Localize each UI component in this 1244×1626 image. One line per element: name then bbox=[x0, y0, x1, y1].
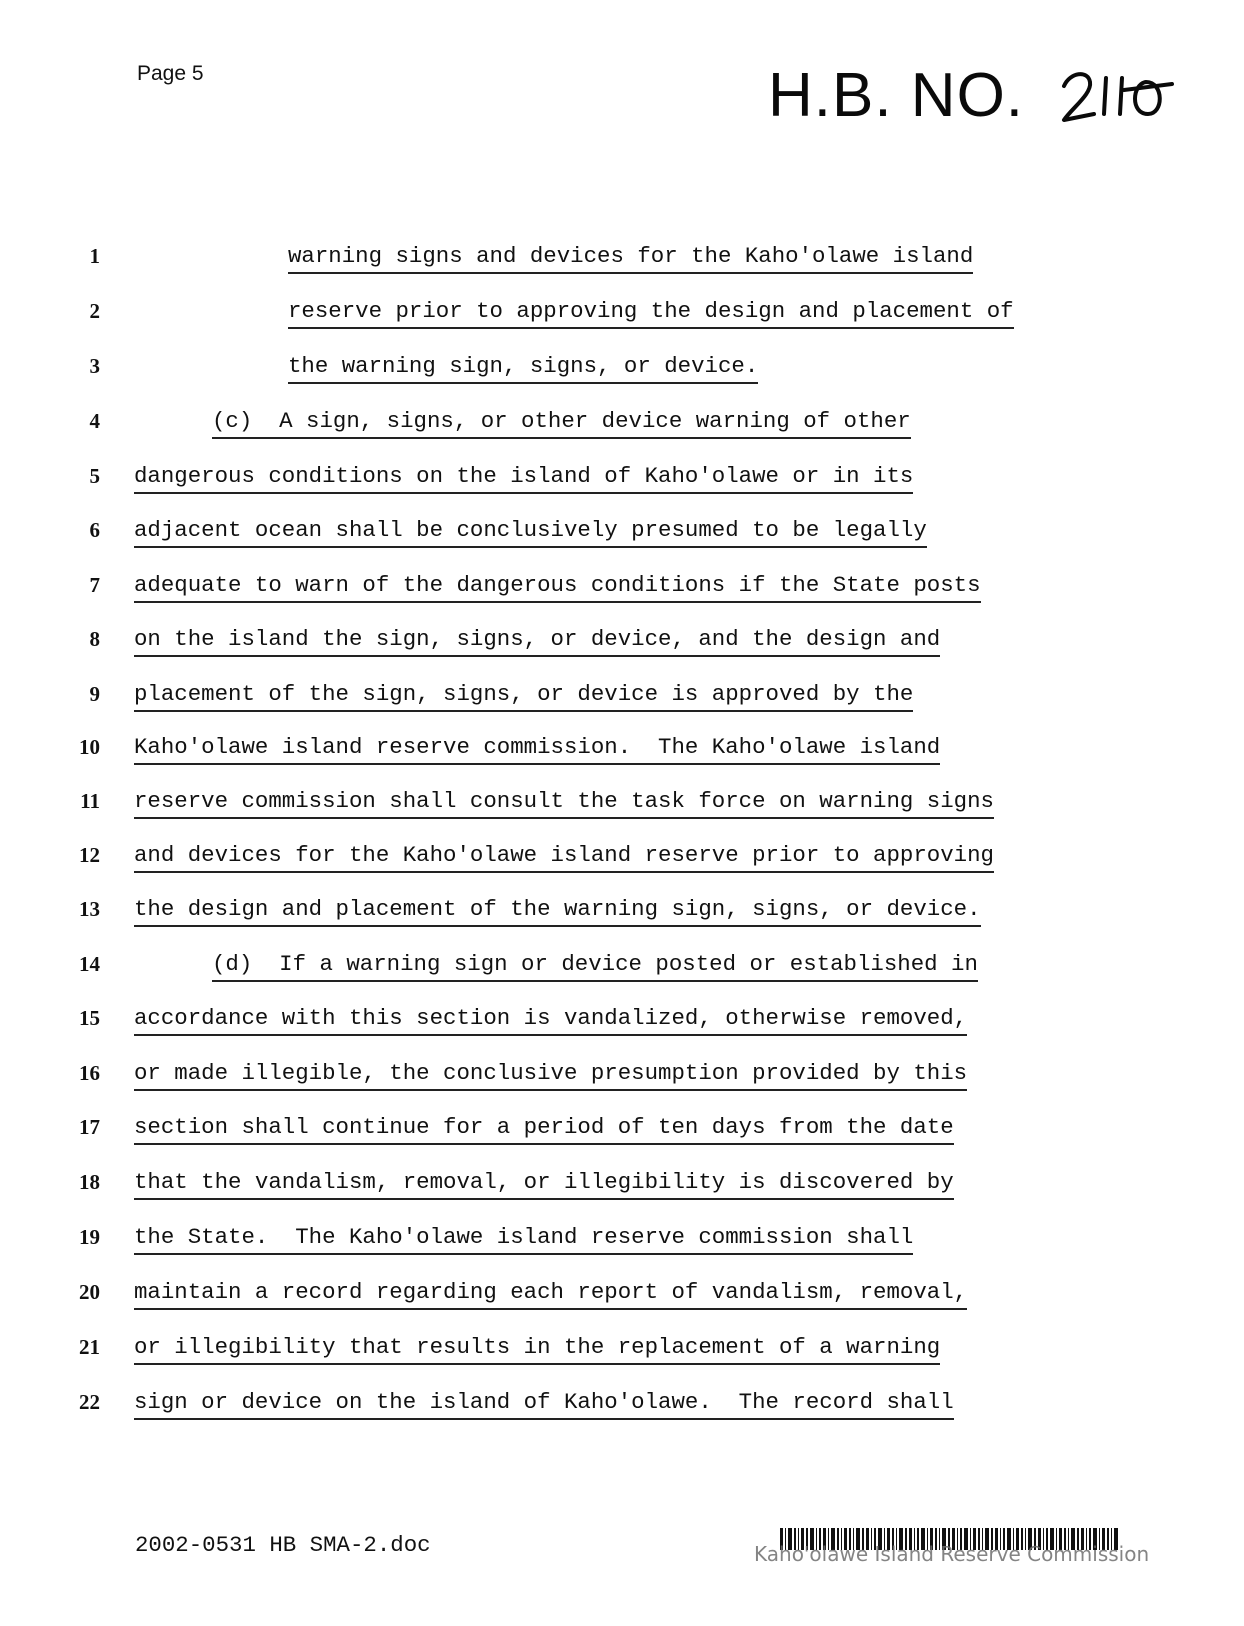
line-text: (c) A sign, signs, or other device warning of other bbox=[212, 401, 911, 439]
line-number: 21 bbox=[79, 1335, 100, 1359]
line-number: 2 bbox=[89, 299, 100, 323]
text-line bbox=[0, 346, 1244, 386]
line-number: 19 bbox=[79, 1225, 100, 1249]
line-number: 20 bbox=[79, 1280, 100, 1304]
line-text: the design and placement of the warning sign, signs, or device. bbox=[134, 889, 981, 927]
line-number: 6 bbox=[89, 518, 100, 542]
text-line bbox=[0, 401, 1244, 441]
line-text: section shall continue for a period of ten days from the date bbox=[134, 1107, 954, 1145]
line-number: 18 bbox=[79, 1170, 100, 1194]
line-text: maintain a record regarding each report of vandalism, removal, bbox=[134, 1272, 967, 1310]
text-line bbox=[0, 1162, 1244, 1202]
line-text: adequate to warn of the dangerous conditions if the State posts bbox=[134, 565, 981, 603]
text-line bbox=[0, 456, 1244, 496]
bill-number-label: H.B. NO. bbox=[768, 61, 1025, 130]
text-line bbox=[0, 781, 1244, 821]
line-text: the warning sign, signs, or device. bbox=[288, 346, 758, 384]
line-number: 9 bbox=[89, 682, 100, 706]
line-number: 15 bbox=[79, 1006, 100, 1030]
line-text: sign or device on the island of Kaho'olawe. The record shall bbox=[134, 1382, 954, 1420]
text-line bbox=[0, 291, 1244, 331]
text-line bbox=[0, 889, 1244, 929]
line-text: that the vandalism, removal, or illegibility is discovered by bbox=[134, 1162, 954, 1200]
text-line bbox=[0, 510, 1244, 550]
line-number: 4 bbox=[89, 409, 100, 433]
line-text: (d) If a warning sign or device posted or established in bbox=[212, 944, 978, 982]
line-number: 1 bbox=[89, 244, 100, 268]
text-line bbox=[0, 1382, 1244, 1422]
line-text: on the island the sign, signs, or device, and the design and bbox=[134, 619, 940, 657]
text-line bbox=[0, 565, 1244, 605]
line-text: or made illegible, the conclusive presumption provided by this bbox=[134, 1053, 967, 1091]
line-number: 13 bbox=[79, 897, 100, 921]
line-number: 10 bbox=[79, 735, 100, 759]
line-text: or illegibility that results in the replacement of a warning bbox=[134, 1327, 940, 1365]
text-line bbox=[0, 619, 1244, 659]
line-number: 3 bbox=[89, 354, 100, 378]
line-number: 5 bbox=[89, 464, 100, 488]
text-line bbox=[0, 727, 1244, 767]
line-text: adjacent ocean shall be conclusively presumed to be legally bbox=[134, 510, 927, 548]
line-text: and devices for the Kaho'olawe island reserve prior to approving bbox=[134, 835, 994, 873]
line-text: the State. The Kaho'olawe island reserve commission shall bbox=[134, 1217, 913, 1255]
line-number: 12 bbox=[79, 843, 100, 867]
line-number: 8 bbox=[89, 627, 100, 651]
text-line bbox=[0, 944, 1244, 984]
line-text: placement of the sign, signs, or device is approved by the bbox=[134, 674, 913, 712]
text-line bbox=[0, 1053, 1244, 1093]
line-number: 14 bbox=[79, 952, 100, 976]
watermark-text: Kaho'olawe Island Reserve Commission bbox=[754, 1542, 1150, 1566]
line-text: Kaho'olawe island reserve commission. The Kaho'olawe island bbox=[134, 727, 940, 765]
line-number: 17 bbox=[79, 1115, 100, 1139]
page-number-label: Page 5 bbox=[137, 62, 204, 85]
text-line bbox=[0, 674, 1244, 714]
text-line bbox=[0, 998, 1244, 1038]
line-number: 22 bbox=[79, 1390, 100, 1414]
text-line bbox=[0, 236, 1244, 276]
line-number: 16 bbox=[79, 1061, 100, 1085]
document-id: 2002-0531 HB SMA-2.doc bbox=[135, 1532, 431, 1558]
line-text: dangerous conditions on the island of Kaho'olawe or in its bbox=[134, 456, 913, 494]
line-text: reserve commission shall consult the task force on warning signs bbox=[134, 781, 994, 819]
text-line bbox=[0, 1272, 1244, 1312]
handwritten-bill-number bbox=[1060, 64, 1190, 132]
text-line bbox=[0, 835, 1244, 875]
line-number: 11 bbox=[80, 789, 100, 813]
text-line bbox=[0, 1327, 1244, 1367]
line-number: 7 bbox=[89, 573, 100, 597]
line-text: warning signs and devices for the Kaho'olawe island bbox=[288, 236, 973, 274]
line-text: reserve prior to approving the design and placement of bbox=[288, 291, 1014, 329]
line-text: accordance with this section is vandalized, otherwise removed, bbox=[134, 998, 967, 1036]
text-line bbox=[0, 1217, 1244, 1257]
text-line bbox=[0, 1107, 1244, 1147]
